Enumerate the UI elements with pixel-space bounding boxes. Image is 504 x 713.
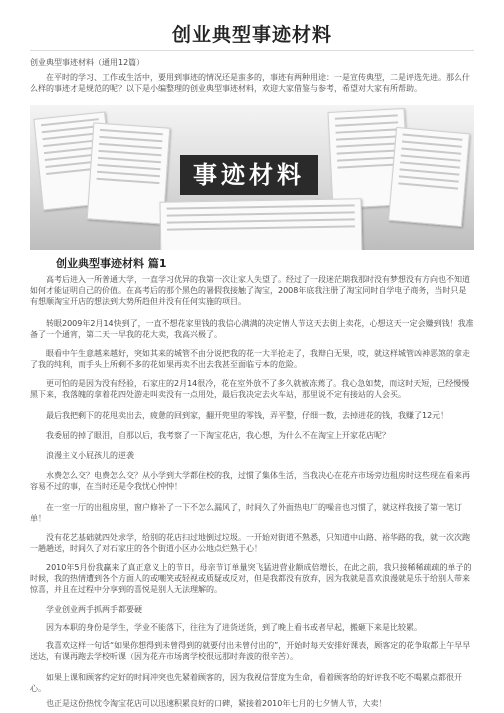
page-title: 创业典型事迹材料 bbox=[171, 24, 332, 46]
body-paragraph: 最后我把剩下的花甩卖出去，疲惫的回到家，翻开兜里的零钱，弄平整，仔细一数，去掉进花的钱，我赚了12元！ bbox=[46, 411, 449, 420]
intro-paragraph: 在平时的学习、工作或生活中，要用到事迹的情况还是蛮多的，事迹有两种用途：一是宣传典型，二是评选先进。那么什么样的事迹才是规范的呢？以下是小编整理的创业典型事迹材料，欢迎大家借鉴与参考，希望对大家有所帮助。 bbox=[30, 73, 470, 93]
sub-heading: 学业创业两手抓两手都要硬 bbox=[46, 605, 142, 614]
body-paragraph: 2010年5月份我赢来了真正意义上的节日，母亲节订单量突飞猛进营业额成倍增长，在此之前，我只接稀稀疏疏的单子的时候，我的热情遭到各个方面人的或嘲笑或轻视或质疑或反对，但是我都没有放弃，因为我就是喜欢浪漫就是乐于给别人带来惊喜，并且在过程中分享到的喜悦是别人无法理解的。 bbox=[30, 563, 472, 594]
body-paragraph: 因为本职的身份是学生，学业不能落下，往往为了进货送货，到了晚上看书或者早起，搬砸下来是比较累。 bbox=[46, 623, 422, 632]
section-title: 创业典型事迹材料 篇1 bbox=[56, 257, 167, 270]
body-paragraph: 水费怎么交？电费怎么交？从小学到大学都住校的我，过惯了集体生活，当我决心在花卉市场旁边租房时这些现在看来再容易不过的事，在当时还是令我忧心忡忡！ bbox=[30, 471, 470, 491]
body-paragraph: 高考后进入一所普通大学，一直学习优异的我第一次让家人失望了。经过了一段迷茫期我那时没有梦想没有方向也不知道如何才能证明自己的价值。在高考后的那个黑色的暑假我接触了淘宝，2008年底我注册了淘宝同时自学电子商务，当时只是有想顺淘宝开店的想法到大势所趋但并没有任何实施的项目。 bbox=[30, 275, 470, 306]
title-divider bbox=[30, 50, 474, 51]
body-paragraph: 在一室一厅的出租房里，窗户修补了一下不怎么漏风了，时间久了外面热电厂的噪音也习惯了，就这样我接了第一笔订单！ bbox=[30, 503, 462, 523]
document-sheet-decoration bbox=[159, 198, 362, 250]
sub-heading: 浪漫主义小屁孩儿的逆袭 bbox=[46, 451, 134, 460]
body-paragraph: 眼看中午生意越来越好，突如其来的城管不由分说把我的花一大半抢走了，我辩白无果，哎，就这样城管凶神恶煞的拿走了我的纯利，而手头上所剩不多的花如果再卖不出去我甚至面临亏本的危险。 bbox=[30, 349, 470, 369]
body-paragraph: 我喜欢这样一句话“如果你想得到未曾得到的就要付出未曾付出的”，开始时每天安排好课表，顾客定的花争取都上午早早送达，有课再跑去学校听课（因为花卉市场离学校很远那时奔波的很辛苦）。 bbox=[30, 641, 471, 661]
body-paragraph: 没有花艺基础就四处求学，给别的花店扫过地倒过垃圾。一开始对街道不熟悉，只知道中山路、裕华路的我，就一次次跑一趟趟送，时间久了对石家庄的各个街道小区办公地点烂熟于心！ bbox=[30, 533, 470, 553]
document-subtitle: 创业典型事迹材料（通用12篇） bbox=[30, 58, 145, 67]
body-paragraph: 如果上课和顾客约定好的时间冲突也先紧着顾客的，因为我视信誉度为生命，看着顾客给的好评我不吃不喝累点都很开心。 bbox=[30, 673, 462, 693]
body-paragraph: 转眼2009年2月14快到了，一直不想花家里钱的我信心满满的决定情人节这天去街上卖花，心想这天一定会赚到钱！我准备了一个通宵，第二天一早我的花大卖，我高兴极了。 bbox=[30, 319, 474, 339]
body-paragraph: 也正是这份热忱令淘宝花店可以迅速积累良好的口碑，紧接着2010年七月的七夕情人节，大卖！ bbox=[46, 699, 387, 708]
document-sheet-decoration bbox=[388, 127, 470, 227]
document-sheet-decoration bbox=[87, 122, 171, 224]
hero-label: 事迹材料 bbox=[180, 155, 318, 195]
hero-image bbox=[30, 105, 474, 250]
body-paragraph: 我委屈的掉了眼泪，自那以后，我考察了一下淘宝花店，我心想，为什么不在淘宝上开家花店呢？ bbox=[46, 431, 390, 440]
body-paragraph: 更可怕的是因为没有经验，石家庄的2月14很冷，花在室外放不了多久就被冻蔫了。我心急如焚，而这时天短，已经慢慢黑下来，我落魄的拿着花四处游走叫卖没有一点用处，最后我决定去火车站，那里说不定有接站的人会买。 bbox=[30, 379, 470, 399]
